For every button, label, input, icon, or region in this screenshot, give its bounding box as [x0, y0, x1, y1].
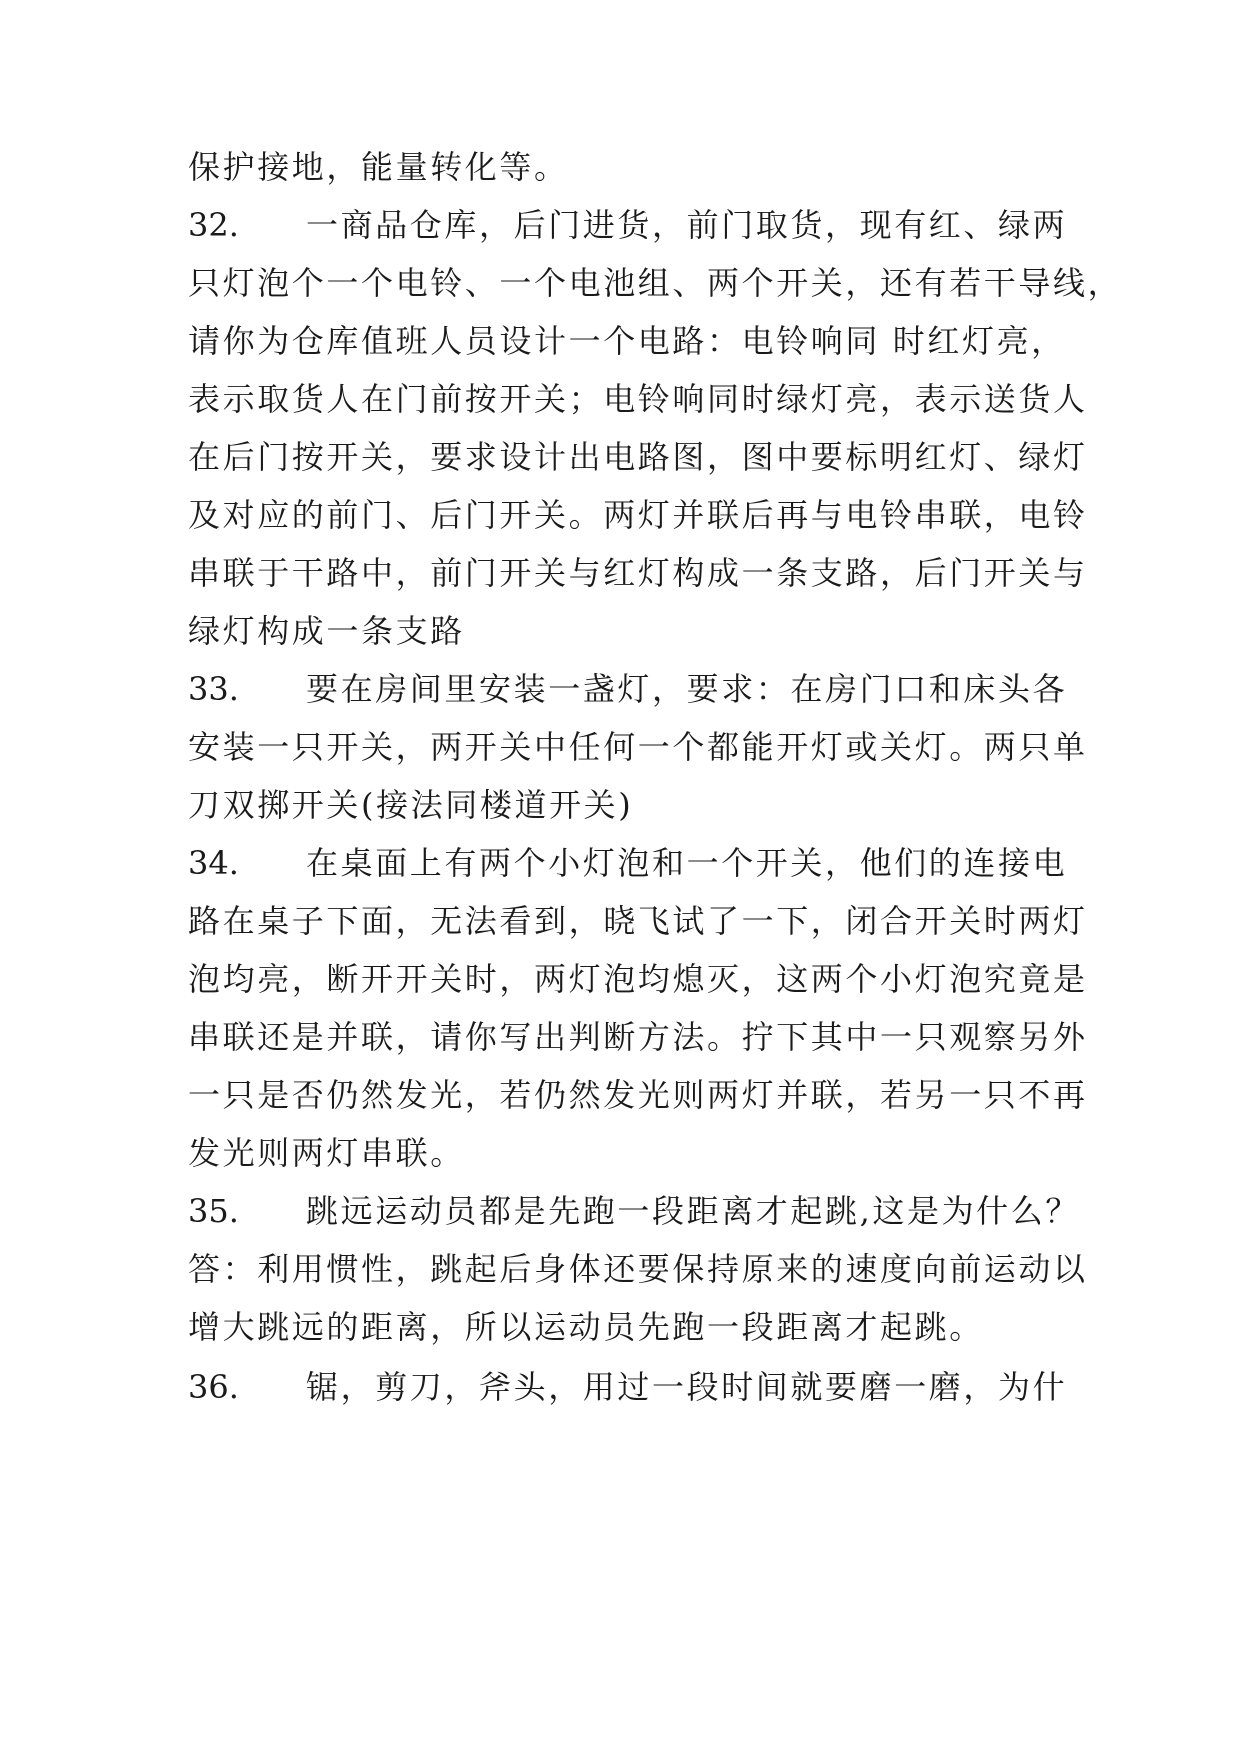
question-36-line: [188, 1355, 1068, 1419]
question-number: 36.: [188, 1368, 239, 1406]
question-number: 34.: [188, 844, 239, 882]
question-number: 35.: [188, 1192, 239, 1230]
text-line: [188, 715, 1088, 779]
line-text: 增大跳远的距离，所以运动员先跑一段距离才起跳。: [188, 1308, 984, 1346]
line-text: 一商品仓库，后门进货，前门取货，现有红、绿两: [306, 206, 1068, 244]
line-text: 发光则两灯串联。: [188, 1134, 465, 1172]
line-text: 在桌面上有两个小灯泡和一个开关，他们的连接电: [306, 844, 1068, 882]
text-line: [188, 599, 1054, 663]
line-text: 泡均亮，断开开关时，两灯泡均熄灭，这两个小灯泡究竟是: [188, 960, 1088, 998]
text-line: [188, 889, 1088, 953]
line-text: 绿灯构成一条支路: [188, 612, 465, 650]
question-33-line: [188, 657, 1068, 721]
text-line: [188, 947, 1088, 1011]
line-text: 在后门按开关，要求设计出电路图，图中要标明红灯、绿灯: [188, 438, 1088, 476]
text-line: [188, 309, 1066, 373]
text-line: [188, 1295, 1054, 1359]
line-text: 答：利用惯性，跳起后身体还要保持原来的速度向前运动以: [188, 1250, 1088, 1288]
text-line: [188, 773, 1054, 837]
text-line: [188, 1237, 1088, 1301]
text-line: [188, 135, 1054, 199]
text-line: [188, 251, 1123, 315]
question-number: 32.: [188, 206, 239, 244]
line-text: 安装一只开关，两开关中任何一个都能开灯或关灯。两只单: [188, 728, 1088, 766]
line-text: 路在桌子下面，无法看到，晓飞试了一下，闭合开关时两灯: [188, 902, 1088, 940]
line-text: 要在房间里安装一盏灯，要求：在房门口和床头各: [306, 670, 1068, 708]
question-34-line: [188, 831, 1068, 895]
line-text: 跳远运动员都是先跑一段距离才起跳,这是为什么？: [306, 1192, 1080, 1230]
line-text: 表示取货人在门前按开关；电铃响同时绿灯亮，表示送货人: [188, 380, 1088, 418]
text-line: [188, 425, 1088, 489]
text-line: [188, 483, 1088, 547]
text-line: [188, 367, 1088, 431]
line-text: 及对应的前门、后门开关。两灯并联后再与电铃串联，电铃: [188, 496, 1088, 534]
line-text: 只灯泡个一个电铃、一个电池组、两个开关，还有若干导线，: [188, 264, 1123, 302]
question-32-line: [188, 193, 1068, 257]
line-text: 串联于干路中，前门开关与红灯构成一条支路，后门开关与: [188, 554, 1088, 592]
text-line: [188, 1005, 1088, 1069]
question-number: 33.: [188, 670, 239, 708]
line-text: 锯，剪刀，斧头，用过一段时间就要磨一磨，为什: [306, 1368, 1068, 1406]
question-35-line: [188, 1179, 1080, 1243]
line-text: 串联还是并联，请你写出判断方法。拧下其中一只观察另外: [188, 1018, 1088, 1056]
text-line: [188, 541, 1088, 605]
line-text: 请你为仓库值班人员设计一个电路：电铃响同 时红灯亮，: [188, 322, 1066, 360]
line-text: 保护接地，能量转化等。: [188, 148, 569, 186]
text-line: [188, 1063, 1088, 1127]
text-line: [188, 1121, 1054, 1185]
line-text: 一只是否仍然发光，若仍然发光则两灯并联，若另一只不再: [188, 1076, 1088, 1114]
line-text: 刀双掷开关(接法同楼道开关): [188, 786, 634, 824]
